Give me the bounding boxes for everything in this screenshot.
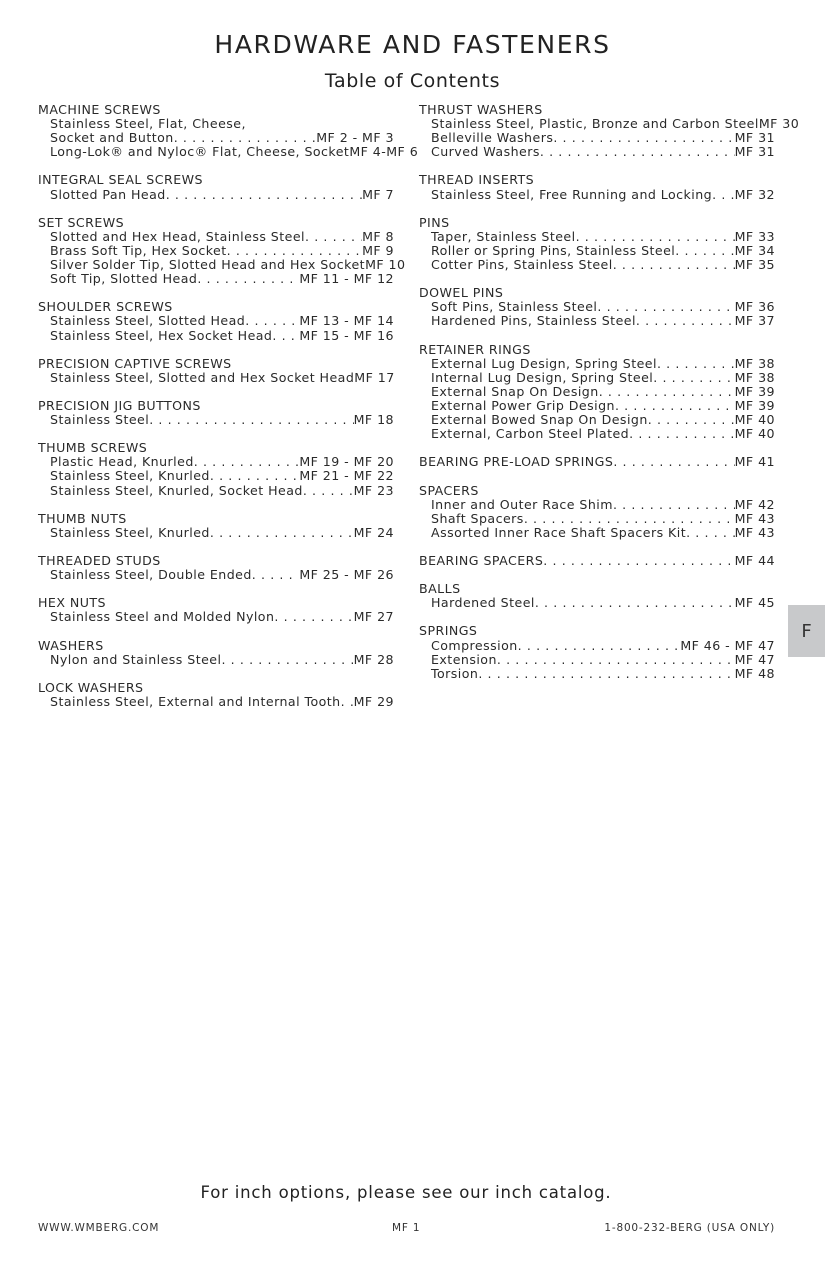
toc-entry-name: Compression [431, 637, 518, 653]
toc-entry-name: Hardened Pins, Stainless Steel [431, 313, 636, 329]
toc-page-ref: MF 48 [734, 665, 775, 681]
toc-entry[interactable] [38, 653, 394, 667]
toc-section [38, 639, 394, 667]
toc-entry-name: Torsion [431, 665, 479, 681]
dot-leader [166, 188, 362, 202]
toc-left-column [38, 102, 419, 723]
toc-entry-name: Stainless Steel, Hex Socket Head [50, 327, 273, 343]
toc-entry-name: Stainless Steel, Plastic, Bronze and Carbon Steel [431, 116, 759, 132]
toc-entry[interactable] [38, 695, 394, 709]
toc-section [419, 554, 775, 568]
toc-entry[interactable] [38, 371, 394, 385]
toc-entry[interactable] [38, 329, 394, 343]
toc-page-ref: MF 41 [734, 454, 775, 470]
toc-section [38, 214, 406, 287]
dot-leader [553, 131, 734, 145]
toc-page-ref: MF 37 [734, 313, 775, 329]
dot-leader [686, 526, 735, 540]
toc-entry[interactable] [38, 257, 406, 273]
toc-page-ref: MF 30 [758, 116, 800, 132]
dot-leader [245, 314, 299, 328]
toc-entry-name: Stainless Steel, Knurled, Socket Head [50, 482, 303, 498]
toc-page-ref: MF 40 [734, 426, 775, 442]
toc-heading: BEARING PRE-LOAD SPRINGS [419, 454, 614, 470]
toc-section [419, 102, 800, 160]
toc-entry[interactable] [38, 413, 394, 427]
toc-entry[interactable] [419, 639, 775, 653]
toc-section [419, 455, 775, 469]
dot-leader [210, 526, 354, 540]
toc-page-ref: MF 18 [353, 412, 394, 428]
toc-heading: THRUST WASHERS [419, 102, 543, 117]
toc-entry[interactable] [419, 131, 775, 145]
toc-page-ref: MF 39 [734, 397, 775, 413]
dot-leader [524, 512, 735, 526]
toc-entry-name: Soft Pins, Stainless Steel [431, 299, 598, 315]
toc-section [419, 173, 775, 201]
toc-heading: LOCK WASHERS [38, 679, 144, 695]
toc-heading: PRECISION CAPTIVE SCREWS [38, 355, 232, 371]
dot-leader [535, 596, 735, 610]
toc-heading: THREADED STUDS [38, 553, 161, 568]
dot-leader [543, 554, 734, 568]
toc-page-ref: MF 38 [734, 355, 775, 371]
toc-entry-name: Taper, Stainless Steel [431, 228, 576, 244]
toc-entry-name: Assorted Inner Race Shaft Spacers Kit [431, 524, 687, 540]
dot-leader [576, 230, 735, 244]
toc-page-ref: MF 46 - MF 47 [680, 637, 775, 653]
toc-heading: SPRINGS [419, 623, 478, 639]
toc-section [419, 286, 775, 328]
dot-leader [227, 244, 362, 258]
dot-leader [613, 455, 734, 469]
dot-leader [341, 695, 354, 709]
dot-leader [274, 610, 353, 624]
toc-entry[interactable] [38, 272, 394, 286]
toc-entry-name: Stainless Steel, Double Ended [50, 567, 252, 583]
toc-heading-entry[interactable] [419, 554, 775, 568]
toc-page-ref: MF 42 [734, 496, 775, 512]
toc-page-ref: MF 40 [734, 412, 775, 428]
toc-page-ref: MF 43 [734, 524, 775, 540]
toc-section [38, 399, 394, 427]
dot-leader [629, 427, 735, 441]
footer-page-number: MF 1 [392, 1222, 421, 1234]
toc-page-ref: MF 28 [353, 651, 394, 667]
toc-entry[interactable] [38, 230, 394, 244]
dot-leader [305, 230, 362, 244]
toc-entry-name: Plastic Head, Knurled [50, 454, 194, 470]
toc-entry[interactable] [38, 314, 394, 328]
toc-page-ref: MF 38 [734, 369, 775, 385]
dot-leader [599, 385, 735, 399]
toc-page-ref: MF 8 [362, 228, 394, 244]
toc-entry-name: External Power Grip Design [431, 397, 615, 413]
toc-entry[interactable] [419, 596, 775, 610]
toc-entry-name: Brass Soft Tip, Hex Socket [50, 242, 227, 258]
toc-entry-name: External, Carbon Steel Plated [431, 426, 630, 442]
toc-entry-name: Slotted Pan Head [50, 186, 166, 202]
toc-section [38, 554, 394, 582]
toc-entry[interactable] [419, 498, 775, 512]
toc-section [419, 624, 775, 680]
toc-page-ref: MF 10 [365, 257, 406, 273]
dot-leader [613, 498, 735, 512]
toc-entry-name: External Snap On Design [431, 383, 599, 399]
toc-entry-name: Stainless Steel, Knurled [50, 468, 210, 484]
dot-leader [221, 653, 353, 667]
toc-page-ref: MF 15 - MF 16 [299, 327, 394, 343]
toc-page-ref: MF 4-MF 6 [349, 144, 419, 160]
dot-leader [636, 314, 735, 328]
dot-leader [497, 653, 735, 667]
toc-entry[interactable] [38, 455, 394, 469]
toc-entry-name: Stainless Steel and Molded Nylon [50, 609, 275, 625]
toc-entry[interactable] [419, 371, 775, 385]
toc-entry-name: Hardened Steel [431, 595, 535, 611]
toc-page-ref: MF 33 [734, 228, 775, 244]
toc-entry-name: External Bowed Snap On Design [431, 412, 648, 428]
toc-entry[interactable] [38, 117, 394, 131]
toc-entry-name: Extension [431, 651, 497, 667]
toc-entry-name: Stainless Steel, Slotted Head [50, 313, 246, 329]
toc-entry-name: Stainless Steel, Flat, Cheese, [50, 116, 246, 132]
toc-entry-name: Stainless Steel [50, 412, 150, 428]
toc-entry-name: Stainless Steel, Free Running and Locking [431, 186, 713, 202]
toc-entry[interactable] [38, 610, 394, 624]
toc-page-ref: MF 23 [353, 482, 394, 498]
toc-page-ref: MF 44 [734, 553, 775, 568]
dot-leader [194, 455, 300, 469]
toc-page-ref: MF 31 [734, 144, 775, 160]
toc-heading: DOWEL PINS [419, 285, 504, 301]
toc-entry-name: Inner and Outer Race Shim [431, 496, 613, 512]
toc-heading: INTEGRAL SEAL SCREWS [38, 172, 203, 188]
footer-phone: 1-800-232-BERG (USA ONLY) [604, 1222, 775, 1234]
toc-entry-name: Stainless Steel, Knurled [50, 524, 210, 540]
toc-section [38, 173, 394, 201]
toc-entry[interactable] [419, 385, 775, 399]
toc-entry[interactable] [38, 244, 394, 258]
page-title: HARDWARE AND FASTENERS [214, 30, 611, 59]
toc-section [38, 102, 419, 160]
toc-heading: WASHERS [38, 637, 104, 653]
dot-leader [597, 300, 734, 314]
toc-heading: MACHINE SCREWS [38, 102, 161, 117]
toc-page-ref: MF 47 [734, 651, 775, 667]
toc-entry[interactable] [419, 512, 775, 526]
toc-heading: BEARING SPACERS [419, 553, 544, 568]
toc-entry[interactable] [419, 230, 775, 244]
toc-entry-name: Cotter Pins, Stainless Steel [431, 257, 613, 273]
toc-section [38, 596, 394, 624]
toc-page-ref: MF 21 - MF 22 [299, 468, 394, 484]
toc-entry[interactable] [38, 144, 419, 160]
toc-entry[interactable] [38, 131, 394, 145]
toc-entry-name: Stainless Steel, Slotted and Hex Socket Head [50, 369, 355, 385]
toc-entry[interactable] [38, 526, 394, 540]
dot-leader [613, 258, 735, 272]
toc-page-ref: MF 32 [734, 186, 775, 202]
toc-page-ref: MF 2 - MF 3 [316, 130, 394, 146]
toc-heading: THREAD INSERTS [419, 172, 535, 188]
toc-entry[interactable] [419, 244, 775, 258]
toc-entry[interactable] [419, 667, 775, 681]
toc-page-ref: MF 13 - MF 14 [299, 313, 394, 329]
toc-page-ref: MF 45 [734, 595, 775, 611]
toc-entry[interactable] [419, 653, 775, 667]
toc-entry-name: Long-Lok® and Nyloc® Flat, Cheese, Socket [50, 144, 350, 160]
toc-page-ref: MF 9 [362, 242, 394, 258]
toc-heading: PINS [419, 214, 450, 230]
toc-entry[interactable] [419, 188, 775, 202]
toc-section [38, 441, 394, 497]
toc-heading: SHOULDER SCREWS [38, 299, 173, 315]
dot-leader [149, 413, 353, 427]
dot-leader [252, 568, 300, 582]
toc-entry[interactable] [38, 469, 394, 483]
dot-leader [648, 413, 735, 427]
toc-page-ref: MF 24 [353, 524, 394, 540]
footer-website[interactable]: WWW.WMBERG.COM [38, 1222, 160, 1234]
dot-leader [653, 371, 734, 385]
toc-entry-name: Nylon and Stainless Steel [50, 651, 222, 667]
toc-heading: HEX NUTS [38, 595, 106, 611]
toc-page-ref: MF 27 [353, 609, 394, 625]
toc-entry[interactable] [419, 399, 775, 413]
toc-page-ref: MF 19 - MF 20 [299, 454, 394, 470]
toc-entry-name: External Lug Design, Spring Steel [431, 355, 657, 371]
dot-leader [675, 244, 734, 258]
toc-entry[interactable] [419, 413, 775, 427]
toc-page-ref: MF 31 [734, 130, 775, 146]
toc-entry[interactable] [419, 526, 775, 540]
dot-leader [540, 145, 735, 159]
toc-heading-entry[interactable] [419, 455, 775, 469]
toc-page-ref: MF 43 [734, 510, 775, 526]
toc-entry-name: Slotted and Hex Head, Stainless Steel [50, 228, 305, 244]
toc-page-ref: MF 29 [353, 693, 394, 709]
toc-entry-name: Internal Lug Design, Spring Steel [431, 369, 654, 385]
dot-leader [210, 469, 299, 483]
toc-entry[interactable] [419, 145, 775, 159]
toc-page-ref: MF 39 [734, 383, 775, 399]
toc-entry-name: Curved Washers [431, 144, 540, 160]
toc-section [419, 216, 775, 272]
dot-leader [657, 357, 735, 371]
toc-heading: SPACERS [419, 482, 479, 498]
toc-entry[interactable] [419, 258, 775, 272]
toc-section [419, 343, 775, 442]
toc-section [38, 300, 394, 342]
toc-entry-name: Roller or Spring Pins, Stainless Steel [431, 242, 676, 258]
toc-entry[interactable] [419, 300, 775, 314]
toc-entry[interactable] [419, 314, 775, 328]
toc-entry[interactable] [419, 116, 800, 132]
dot-leader [615, 399, 735, 413]
toc-section [38, 681, 394, 709]
toc-right-column [419, 102, 800, 695]
toc-entry-name: Stainless Steel, External and Internal Tooth [50, 693, 341, 709]
toc-entry-name: Belleville Washers [431, 130, 554, 146]
toc-entry[interactable] [419, 427, 775, 441]
toc-heading: THUMB NUTS [38, 510, 127, 526]
toc-page-ref: MF 34 [734, 242, 775, 258]
toc-section [419, 484, 775, 540]
toc-entry-name: Silver Solder Tip, Slotted Head and Hex Socket [50, 257, 366, 273]
toc-heading: THUMB SCREWS [38, 440, 148, 456]
toc-page-ref: MF 17 [354, 369, 395, 385]
dot-leader [272, 329, 299, 343]
toc-entry[interactable] [38, 188, 394, 202]
toc-page-ref: MF 36 [734, 299, 775, 315]
toc-page-ref: MF 7 [362, 186, 394, 202]
inch-catalog-note: For inch options, please see our inch catalog. [200, 1183, 612, 1202]
dot-leader [303, 484, 354, 498]
dot-leader [174, 131, 317, 145]
toc-entry-name: Socket and Button [50, 130, 174, 146]
toc-heading: RETAINER RINGS [419, 341, 531, 357]
dot-leader [712, 188, 734, 202]
toc-entry[interactable] [38, 568, 394, 582]
toc-heading: PRECISION JIG BUTTONS [38, 397, 201, 413]
toc-section [38, 357, 394, 385]
toc-page-ref: MF 25 - MF 26 [299, 567, 394, 583]
toc-entry[interactable] [38, 484, 394, 498]
toc-entry-name: Soft Tip, Slotted Head [50, 271, 198, 287]
dot-leader [478, 667, 734, 681]
toc-page-ref: MF 11 - MF 12 [299, 271, 394, 287]
toc-heading: SET SCREWS [38, 214, 125, 230]
page-subtitle: Table of Contents [324, 70, 501, 92]
toc-page-ref: MF 35 [734, 257, 775, 273]
dot-leader [197, 272, 299, 286]
toc-heading: BALLS [419, 581, 461, 597]
toc-section [38, 512, 394, 540]
toc-section [419, 582, 775, 610]
toc-entry-name: Shaft Spacers [431, 510, 524, 526]
toc-entry[interactable] [419, 357, 775, 371]
dot-leader [518, 639, 681, 653]
section-tab-f[interactable]: F [788, 605, 825, 657]
